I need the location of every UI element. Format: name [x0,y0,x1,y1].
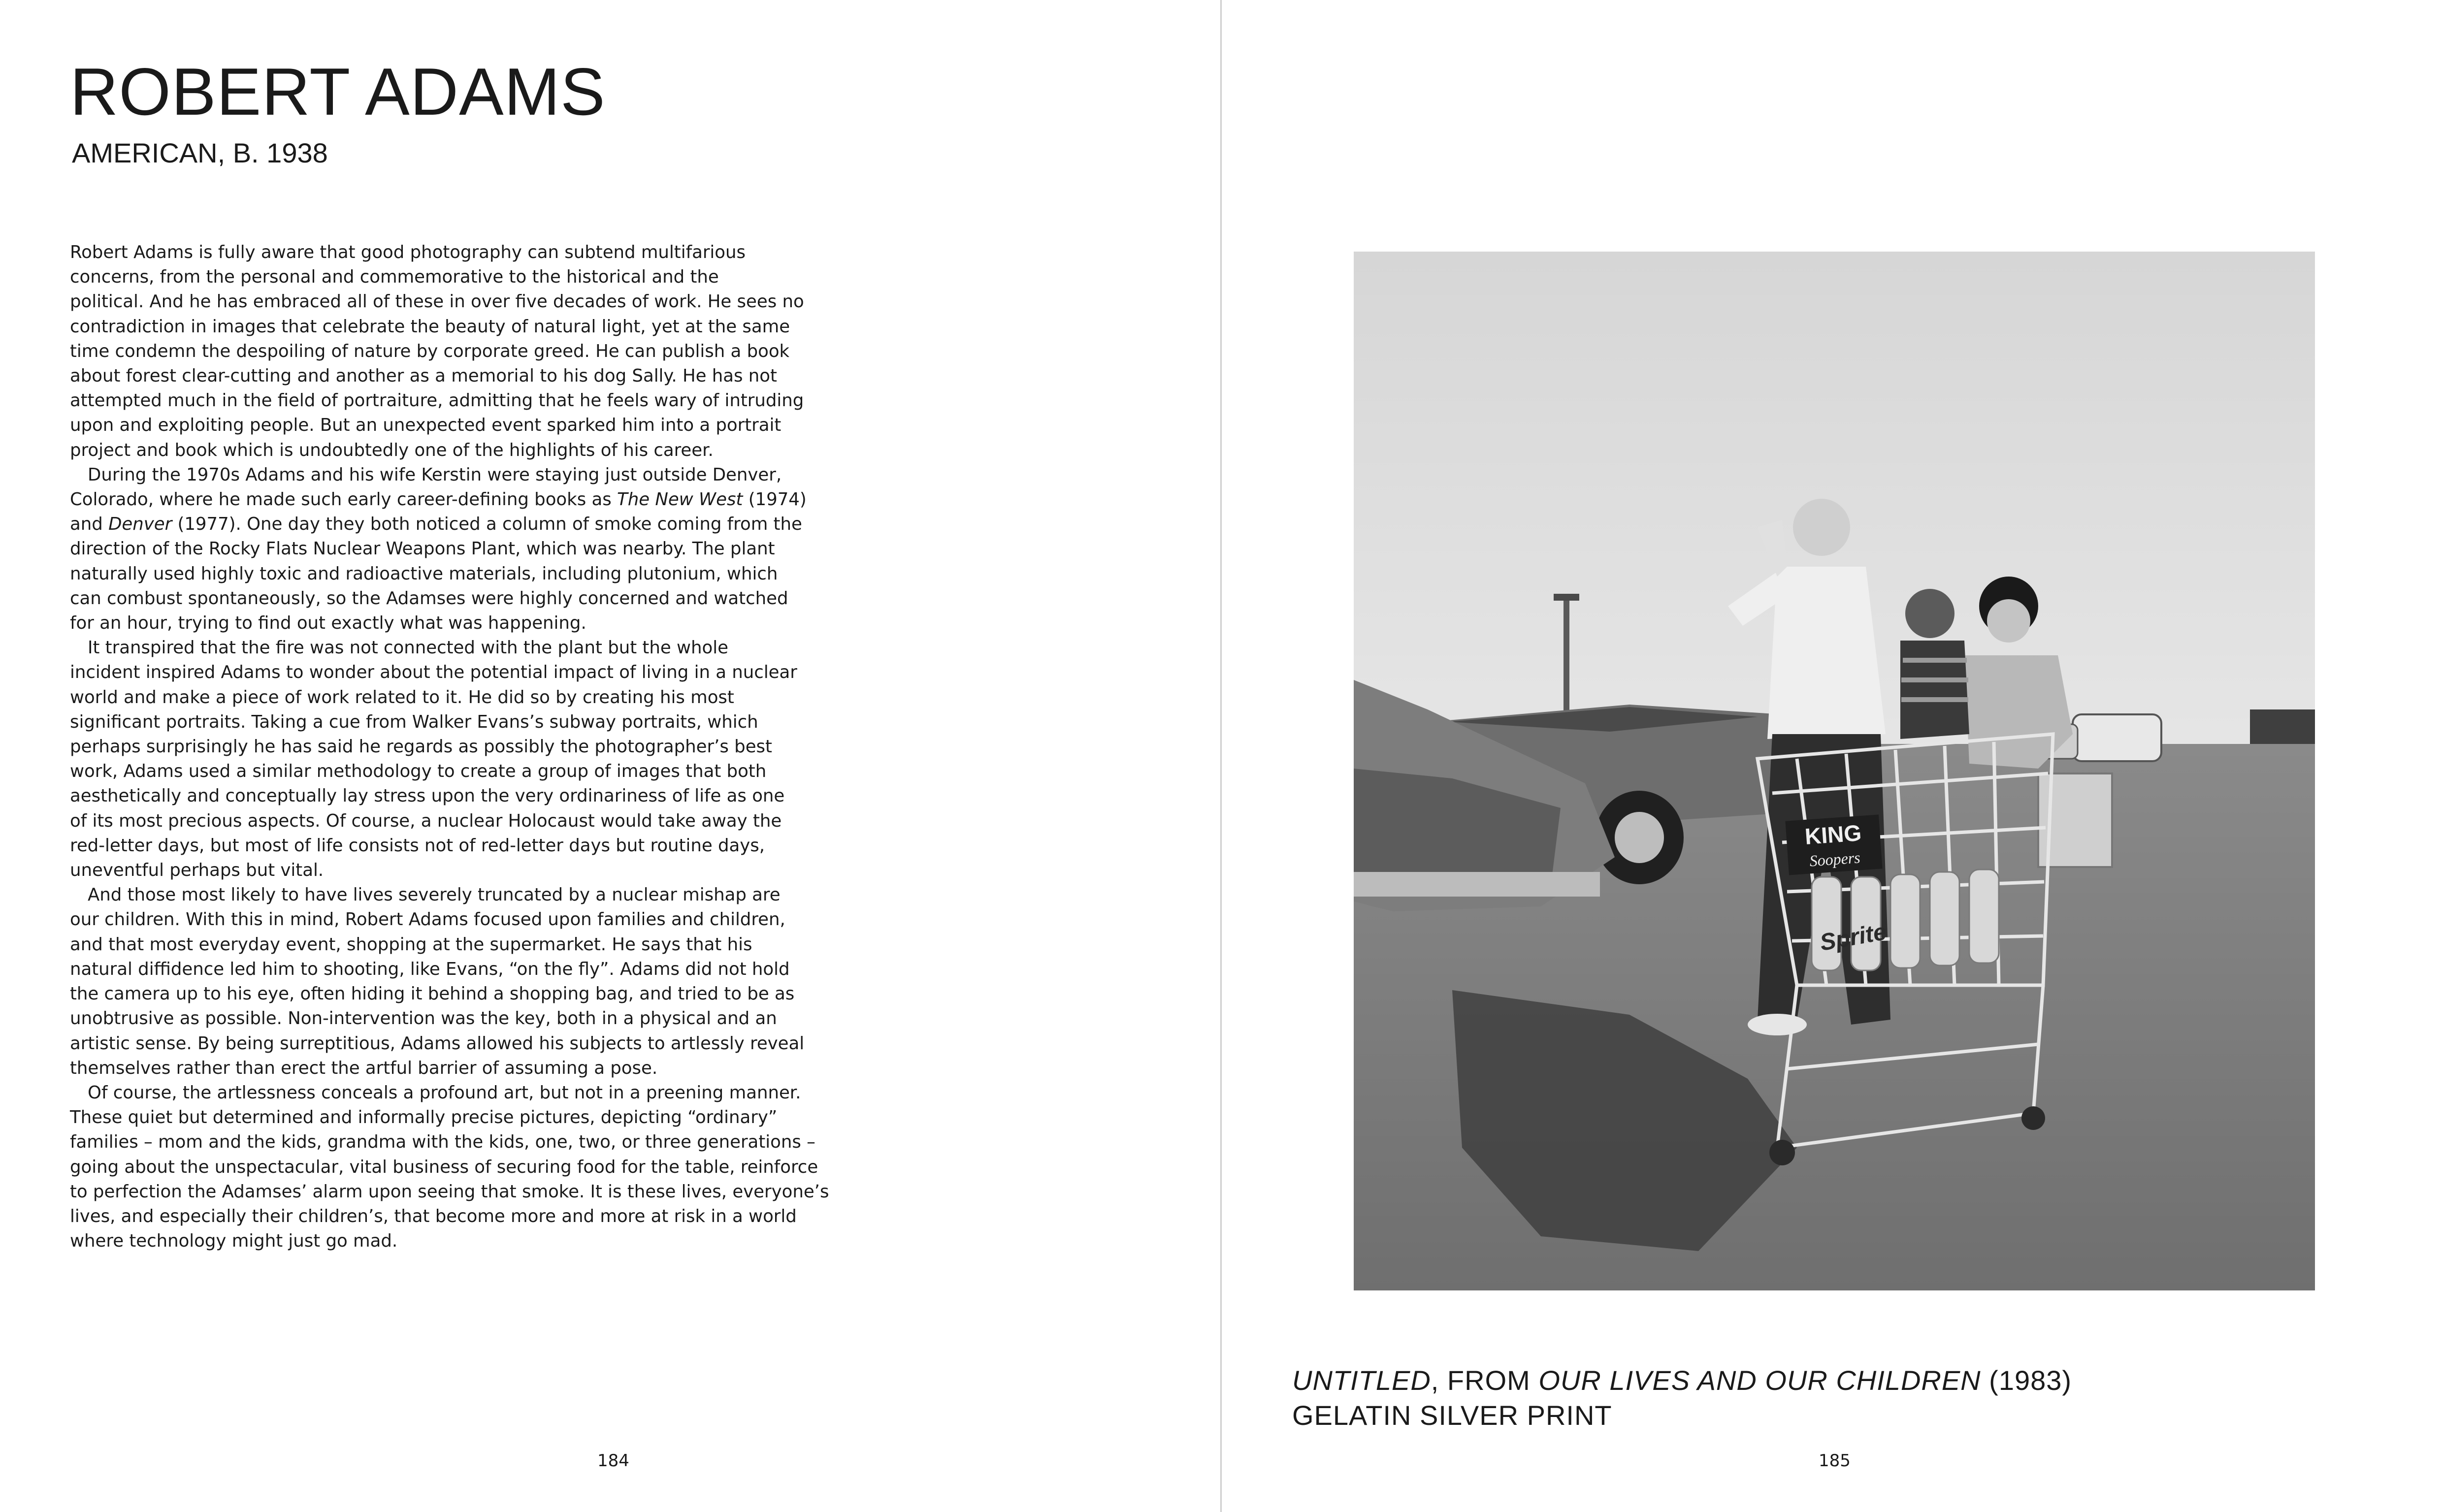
text-line [70,562,838,586]
text-line [70,907,838,932]
text-run: about forest clear-cutting and another as a memorial to his dog Sally. He has not [70,366,777,386]
text-run: our children. With this in mind, Robert Adams focused upon families and children, [70,909,785,930]
text-run: During the 1970s Adams and his wife Kerstin were staying just outside Denver, [88,464,782,485]
text-run: upon and exploiting people. But an unexpected event sparked him into a portrait [70,415,782,436]
text-line [70,636,838,660]
text-run: Robert Adams is fully aware that good photography can subtend multifarious [70,242,746,262]
text-line [70,858,838,883]
text-run: themselves rather than erect the artful barrier of assuming a pose. [70,1058,658,1078]
text-run: These quiet but determined and informally precise pictures, depicting “ordinary” [70,1107,778,1128]
text-run: of its most precious aspects. Of course, a nuclear Holocaust would take away the [70,810,782,831]
caption-italic-title: OUR LIVES AND OUR CHILDREN [1538,1365,1981,1396]
text-line [70,438,838,463]
text-run: incident inspired Adams to wonder about the potential impact of living in a nuclear [70,662,797,683]
essay-paragraph [70,636,838,883]
text-line [70,933,838,957]
text-line [70,611,838,636]
text-line [70,290,838,314]
text-run: can combust spontaneously, so the Adamses were highly concerned and watched [70,588,788,609]
text-line [70,809,838,834]
caption-text: , FROM [1431,1365,1539,1396]
text-line [70,1155,838,1180]
caption-text: (1983) [1981,1365,2072,1396]
text-line [70,1130,838,1155]
text-line [70,660,838,685]
text-line [70,240,838,265]
text-line [70,957,838,982]
text-run: political. And he has embraced all of these in over five decades of work. He sees no [70,291,804,312]
caption-italic-title: UNTITLED [1292,1365,1431,1396]
text-run: going about the unspectacular, vital business of securing food for the table, reinforce [70,1157,818,1177]
text-line [70,784,838,808]
text-line [70,586,838,611]
text-run: aesthetically and conceptually lay stress upon the very ordinariness of life as one [70,786,785,806]
text-run: families – mom and the kids, grandma with the kids, one, two, or three generations – [70,1132,815,1153]
svg-text:Sprite: Sprite [1818,919,1889,956]
text-run: It transpired that the fire was not connected with the plant but the whole [88,638,728,658]
book-title: Denver [108,514,172,535]
text-run: and that most everyday event, shopping at the supermarket. He says that his [70,934,752,955]
text-run: direction of the Rocky Flats Nuclear Weapons Plant, which was nearby. The plant [70,539,775,559]
text-line [70,463,838,487]
text-line [70,1229,838,1254]
text-run: attempted much in the field of portraiture, admitting that he feels wary of intruding [70,390,804,411]
text-line [70,1204,838,1229]
photo-caption [1292,1363,2072,1433]
text-line [70,1105,838,1130]
text-run: artistic sense. By being surreptitious, Adams allowed his subjects to artlessly reveal [70,1033,805,1054]
text-run: project and book which is undoubtedly one of the highlights of his career. [70,440,714,460]
text-run: (1974) [743,489,807,510]
essay-paragraph [70,240,838,463]
text-line [70,537,838,561]
text-run: uneventful perhaps but vital. [70,860,324,881]
text-line [70,315,838,339]
svg-text:Soopers: Soopers [1809,848,1861,870]
text-run: where technology might just go mad. [70,1231,398,1252]
text-line [70,1081,838,1105]
text-run: and [70,514,109,535]
left-page [0,0,1221,1512]
text-run: natural diffidence led him to shooting, like Evans, “on the fly”. Adams did not hold [70,959,790,979]
text-line [70,710,838,735]
caption-title-line [1292,1363,2072,1398]
text-line [70,339,838,364]
page-number-right: 185 [1819,1451,1851,1471]
essay-body [70,240,838,1254]
text-run: time condemn the despoiling of nature by corporate greed. He can publish a book [70,341,790,361]
text-run: red-letter days, but most of life consists not of red-letter days but routine days, [70,835,765,856]
photograph [1354,252,2315,1290]
text-run: significant portraits. Taking a cue from Walker Evans’s subway portraits, which [70,711,758,732]
caption-medium-line: GELATIN SILVER PRINT [1292,1400,1612,1431]
text-run: And those most likely to have lives severely truncated by a nuclear mishap are [88,885,781,905]
text-run: Of course, the artlessness conceals a profound art, but not in a preening manner. [88,1082,801,1103]
text-run: contradiction in images that celebrate the beauty of natural light, yet at the same [70,316,790,337]
text-run: work, Adams used a similar methodology to create a group of images that both [70,761,767,782]
essay-paragraph [70,883,838,1081]
text-line [70,364,838,388]
essay-paragraph [70,463,838,636]
text-line [70,1056,838,1081]
book-title: The New West [617,489,743,510]
text-line [70,685,838,710]
page-number-left: 184 [597,1451,629,1471]
text-line [70,1180,838,1204]
text-line [70,759,838,784]
text-run: for an hour, trying to find out exactly what was happening. [70,613,586,634]
text-line [70,413,838,438]
text-line [70,834,838,858]
text-line [70,982,838,1006]
text-line [70,512,838,537]
text-line [70,388,838,413]
text-line [70,735,838,759]
svg-text:KING: KING [1804,820,1862,849]
text-run: (1977). One day they both noticed a column of smoke coming from the [172,514,802,535]
text-line [70,487,838,512]
text-run: world and make a piece of work related to it. He did so by creating his most [70,687,734,708]
text-line [70,1006,838,1031]
text-line [70,1031,838,1056]
text-run: unobtrusive as possible. Non-intervention was the key, both in a physical and an [70,1008,777,1029]
right-page [1222,0,2443,1512]
text-run: naturally used highly toxic and radioactive materials, including plutonium, which [70,563,778,584]
text-run: Colorado, where he made such early career-defining books as [70,489,618,510]
artist-name: ROBERT ADAMS [70,54,606,129]
text-run: lives, and especially their children’s, that become more and more at risk in a world [70,1206,797,1226]
text-line [70,883,838,907]
text-run: to perfection the Adamses’ alarm upon seeing that smoke. It is these lives, everyone’s [70,1181,829,1202]
text-run: perhaps surprisingly he has said he regards as possibly the photographer’s best [70,737,772,757]
essay-paragraph [70,1081,838,1254]
text-line [70,265,838,290]
artist-nationality: AMERICAN, B. 1938 [72,137,328,168]
text-run: the camera up to his eye, often hiding it behind a shopping bag, and tried to be as [70,984,795,1004]
black-and-white-photograph-icon [1354,252,2315,1290]
text-run: concerns, from the personal and commemorative to the historical and the [70,267,719,288]
